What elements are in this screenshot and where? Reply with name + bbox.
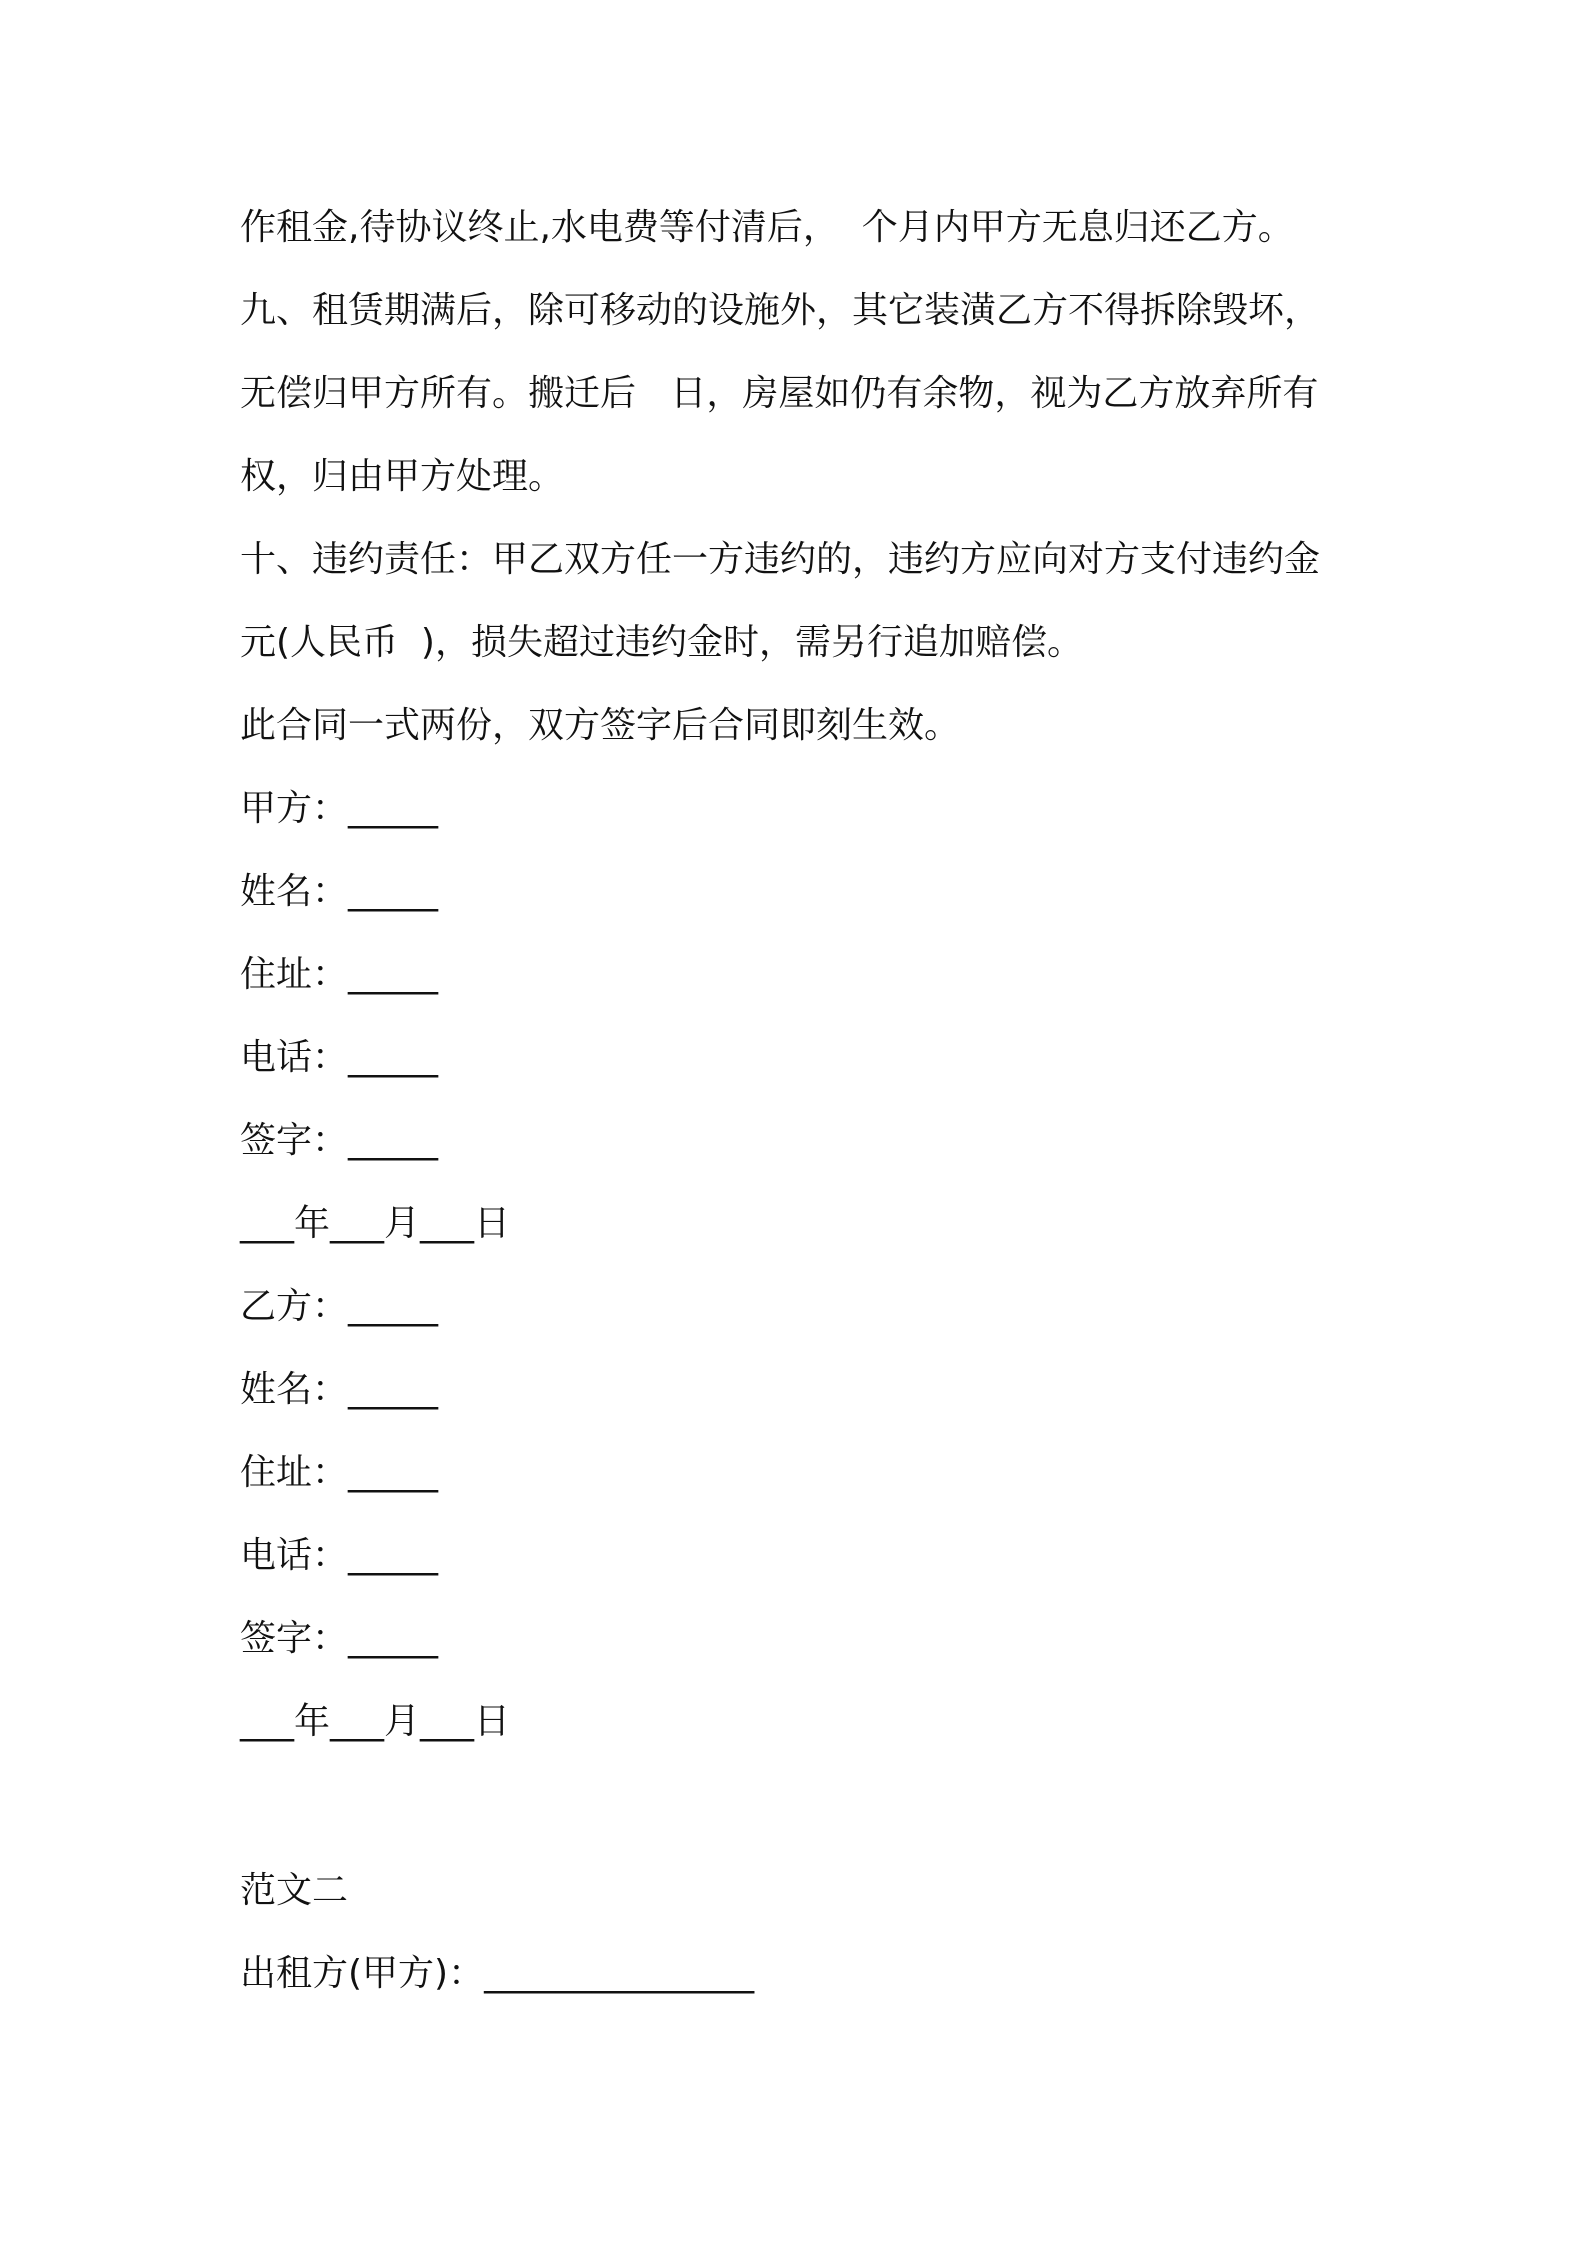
- party-a-phone-field: 电话：_____: [240, 1037, 439, 1078]
- party-b-date-field: ___年___月___日: [240, 1701, 511, 1742]
- party-a-address-field: 住址：_____: [240, 954, 439, 995]
- paragraph-clause-ten: 十、违约责任：甲乙双方任一方违约的，违约方应向对方支付违约金: [240, 539, 1321, 580]
- party-b-phone-field: 电话：_____: [240, 1535, 439, 1576]
- party-a-date-field: ___年___月___日: [240, 1203, 511, 1244]
- paragraph-effective: 此合同一式两份，双方签字后合同即刻生效。: [240, 705, 961, 746]
- section-title: 范文二: [240, 1870, 349, 1911]
- paragraph-clause-nine: 九、租赁期满后，除可移动的设施外，其它装潢乙方不得拆除毁坏，: [240, 290, 1321, 331]
- lessor-field: 出租方(甲方)：_______________: [240, 1953, 755, 1994]
- party-b-name-field: 姓名：_____: [240, 1369, 439, 1410]
- paragraph-rent-deposit: 作租金,待协议终止,水电费等付清后， 个月内甲方无息归还乙方。: [240, 207, 1294, 248]
- paragraph-clause-nine-cont: 无偿归甲方所有。搬迁后 日，房屋如仍有余物，视为乙方放弃所有: [240, 373, 1319, 414]
- party-b-address-field: 住址：_____: [240, 1452, 439, 1493]
- party-a-name-field: 姓名：_____: [240, 871, 439, 912]
- party-b-label: 乙方：_____: [240, 1286, 439, 1327]
- paragraph-clause-nine-end: 权，归由甲方处理。: [240, 456, 565, 497]
- party-a-signature-field: 签字：_____: [240, 1120, 439, 1161]
- party-a-label: 甲方：_____: [240, 788, 439, 829]
- party-b-signature-field: 签字：_____: [240, 1618, 439, 1659]
- paragraph-clause-ten-cont: 元(人民币 )，损失超过违约金时，需另行追加赔偿。: [240, 622, 1083, 663]
